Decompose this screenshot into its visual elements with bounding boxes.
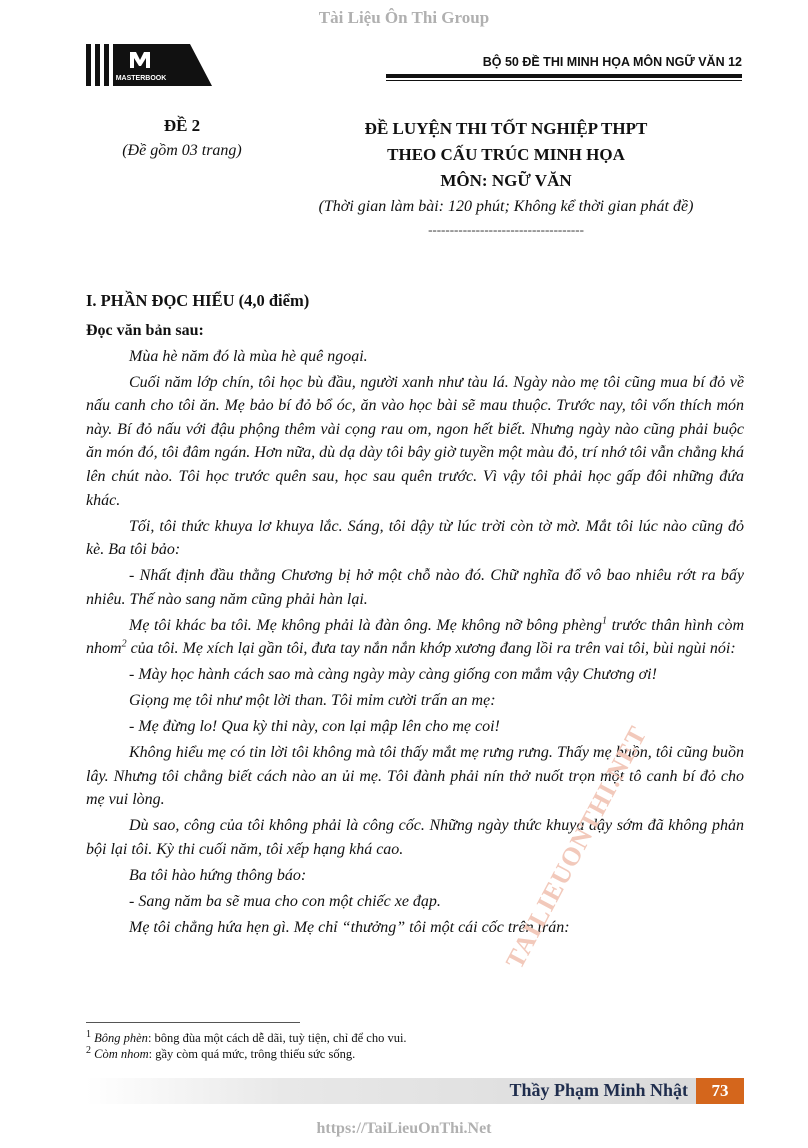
passage-paragraph: Mẹ tôi chẳng hứa hẹn gì. Mẹ chỉ “thưởng” tôi một cái cốc trên trán: (129, 918, 570, 936)
passage-paragraph: Không hiểu mẹ có tin lời tôi không mà tôi thấy mắt mẹ rưng rưng. Thấy mẹ buồn, tôi cũng buồn lây. Nhưng tôi chẳng biết cách nào an ủi mẹ. Tôi đành phải nín thở nuốt trọn một tô canh bí đỏ cho mẹ vui lòng. (86, 744, 744, 809)
logo-text: MASTERBOOK (115, 75, 167, 82)
passage-text: Mẹ tôi khác ba tôi. Mẹ không phải là đàn ông. Mẹ không nỡ bông phèng (129, 616, 603, 634)
title-separator: ------------------------------------ (428, 222, 584, 237)
reading-instruction: Đọc văn bản sau: (86, 321, 204, 339)
header-rule (386, 74, 742, 78)
passage-paragraph: Tối, tôi thức khuya lơ khuya lắc. Sáng, tôi dậy từ lúc trời còn tờ mờ. Mắt tôi lúc nào cũng đỏ kè. Ba tôi bảo: (86, 517, 744, 559)
footnote-rule (86, 1022, 300, 1023)
footnote-1 (86, 1030, 744, 1046)
section-heading: I. PHẦN ĐỌC HIỂU (4,0 điểm) (86, 291, 310, 310)
passage-text: trước thân hình còm nhom (86, 616, 744, 658)
watermark: TAILIEUONTHI.NET (500, 721, 653, 974)
exam-id-block (92, 116, 272, 160)
book-title: BỘ 50 ĐỀ THI MINH HỌA MÔN NGỮ VĂN 12 (482, 55, 742, 69)
passage-paragraph: Ba tôi hào hứng thông báo: (129, 866, 307, 884)
exam-title-line1: ĐỀ LUYỆN THI TỐT NGHIỆP THPT (364, 119, 648, 138)
footnote-text: : bông đùa một cách dễ dãi, tuỳ tiện, chỉ để cho vui. (147, 1031, 407, 1045)
passage-paragraph: - Mẹ đừng lo! Qua kỳ thi này, con lại mập lên cho mẹ coi! (129, 718, 500, 736)
passage-paragraph: Mùa hè năm đó là mùa hè quê ngoại. (129, 347, 368, 365)
footer-author: Thầy Phạm Minh Nhật (509, 1080, 688, 1100)
passage-paragraph-footnoted (86, 614, 744, 661)
passage-paragraph: - Sang năm ba sẽ mua cho con một chiếc xe đạp. (129, 892, 441, 910)
footer-url[interactable]: https://TaiLieuOnThi.Net (316, 1120, 492, 1137)
passage-paragraph: - Nhất định đầu thằng Chương bị hở một chỗ nào đó. Chữ nghĩa đổ vô bao nhiêu rớt ra bấy nhiêu. Thế nào sang năm cũng phải hàn lại. (86, 567, 744, 608)
footnote-ref: 1 (602, 615, 608, 627)
footnote-number: 1 (86, 1028, 91, 1040)
page-number: 73 (696, 1078, 744, 1104)
header-rule-thin (386, 80, 742, 81)
exam-pages: (Đề gồm 03 trang) (122, 142, 242, 159)
passage-paragraph: - Mày học hành cách sao mà càng ngày mày càng giống con mắm vậy Chương ơi! (129, 666, 657, 684)
exam-title-block (296, 116, 716, 238)
exam-time: (Thời gian làm bài: 120 phút; Không kể thời gian phát đề) (318, 198, 694, 215)
passage-paragraph: Giọng mẹ tôi như một lời than. Tôi mỉm cười trấn an mẹ: (129, 692, 496, 710)
footnote-text: : gầy còm quá mức, trông thiếu sức sống. (148, 1047, 356, 1061)
footnote-ref: 2 (121, 638, 127, 650)
footnote-number: 2 (86, 1044, 91, 1056)
footnote-term: Còm nhom (94, 1047, 149, 1061)
passage-paragraph: Dù sao, công của tôi không phải là công cốc. Những ngày thức khuya dậy sớm đã không phản bội lại tôi. Kỳ thi cuối năm, tôi xếp hạng khá cao. (86, 817, 744, 858)
footnote-term: Bông phèn (94, 1031, 148, 1045)
exam-subject: MÔN: NGỮ VĂN (440, 171, 572, 190)
reading-section (86, 289, 744, 942)
exam-number: ĐỀ 2 (163, 116, 201, 135)
footnote-2 (86, 1046, 744, 1062)
group-title: Tài Liệu Ôn Thi Group (318, 8, 490, 27)
exam-title-line2: THEO CẤU TRÚC MINH HỌA (387, 145, 625, 164)
passage-paragraph: Cuối năm lớp chín, tôi học bù đầu, người xanh như tàu lá. Ngày nào mẹ tôi cũng mua bí đỏ về nấu canh cho tôi ăn. Mẹ bảo bí đỏ bổ óc, ăn vào học bài sẽ mau thuộc. Trước nay, tôi vốn thích món này. Bí đỏ nấu với đậu phộng thêm vài cọng rau om, ngon hết biết. Nhưng ngày nào cũng phải buộc ăn món đó, tôi đâm ngán. Hơn nữa, dù dạ dày tôi bây giờ tuyền một màu đỏ, trí nhớ tôi vẫn chẳng khá lên chút nào. Tôi học trước quên sau, học sau quên trước. Vì vậy tôi phải học gấp đôi những đứa khác. (86, 373, 744, 509)
passage-text: của tôi. Mẹ xích lại gần tôi, đưa tay nắn nắn khớp xương đang lồi ra trên vai tôi, bùi ngùi nói: (126, 640, 736, 658)
masterbook-logo (86, 44, 212, 86)
